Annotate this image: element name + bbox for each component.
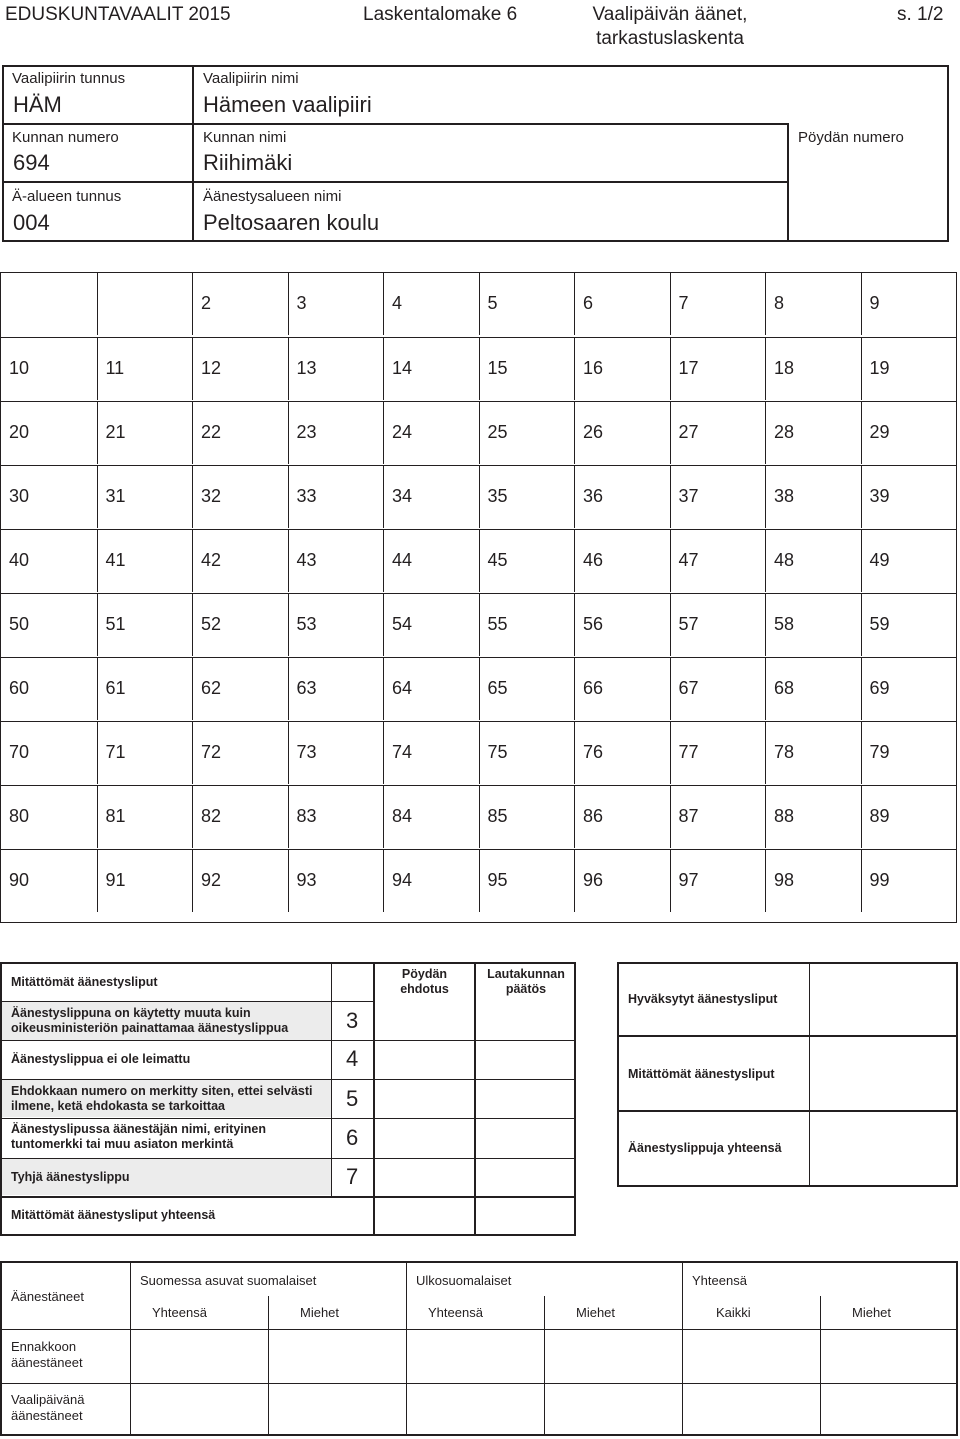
number-label: 46 [583, 550, 604, 570]
number-label: 98 [774, 870, 795, 890]
number-label: 90 [9, 870, 30, 890]
sub-domestic-men: Miehet [300, 1305, 340, 1320]
number-row [1, 273, 956, 337]
number-label: 75 [487, 742, 508, 762]
number-label: 45 [487, 550, 508, 570]
number-cell[interactable] [383, 786, 479, 848]
election-title: EDUSKUNTAVAALIT 2015 [5, 4, 231, 25]
number-label: 20 [9, 422, 30, 442]
number-label: 15 [487, 358, 508, 378]
number-cell[interactable] [1, 658, 97, 720]
number-cell[interactable] [861, 594, 957, 656]
number-cell[interactable] [574, 530, 670, 592]
sub-all-men: Miehet [852, 1305, 892, 1320]
number-label: 38 [774, 486, 795, 506]
number-cell[interactable] [765, 273, 861, 335]
voters-row-1 [0, 1329, 958, 1330]
row-line-5 [0, 1158, 576, 1159]
advance-voted-label: Ennakkoon äänestäneet [11, 1339, 83, 1370]
number-cell[interactable] [765, 722, 861, 784]
number-label: 82 [201, 806, 222, 826]
number-label: 62 [201, 678, 222, 698]
number-cell[interactable] [765, 530, 861, 592]
number-label: 71 [105, 742, 126, 762]
municipality-name: Riihimäki [203, 150, 293, 175]
number-label: 11 [105, 358, 125, 378]
invalid-code-4: 4 [346, 1046, 359, 1071]
number-cell[interactable] [479, 530, 575, 592]
number-cell[interactable] [670, 594, 766, 656]
number-label: 97 [678, 870, 699, 890]
number-label: 66 [583, 678, 604, 698]
number-cell[interactable] [97, 273, 193, 335]
number-label: 26 [583, 422, 604, 442]
number-label: 13 [296, 358, 317, 378]
number-cell[interactable] [383, 658, 479, 720]
page-number: s. 1/2 [897, 4, 944, 25]
number-cell[interactable] [574, 273, 670, 335]
number-cell[interactable] [97, 850, 193, 912]
number-cell[interactable] [97, 658, 193, 720]
number-cell[interactable] [861, 466, 957, 528]
number-cell[interactable] [670, 722, 766, 784]
number-cell[interactable] [670, 402, 766, 464]
number-label: 56 [583, 614, 604, 634]
number-cell[interactable] [288, 594, 384, 656]
number-cell[interactable] [574, 722, 670, 784]
number-cell[interactable] [383, 530, 479, 592]
number-label: 44 [392, 550, 413, 570]
number-row [1, 593, 956, 658]
number-cell[interactable] [861, 722, 957, 784]
number-cell[interactable] [765, 658, 861, 720]
number-cell[interactable] [97, 530, 193, 592]
number-cell[interactable] [765, 786, 861, 848]
number-cell[interactable] [192, 530, 288, 592]
number-label: 57 [678, 614, 699, 634]
number-cell[interactable] [479, 658, 575, 720]
number-label: 54 [392, 614, 413, 634]
row-line-2 [0, 1040, 576, 1041]
number-label: 18 [774, 358, 795, 378]
number-row [1, 849, 956, 914]
number-cell[interactable] [479, 786, 575, 848]
number-label: 28 [774, 422, 795, 442]
number-label: 77 [678, 742, 699, 762]
number-label: 95 [487, 870, 508, 890]
summary-invalid-label: Mitättömät äänestysliput [628, 1067, 775, 1081]
number-label: 50 [9, 614, 30, 634]
voters-col-0 [130, 1261, 131, 1436]
sub-all-total: Kaikki [716, 1305, 751, 1320]
number-cell[interactable] [97, 466, 193, 528]
group-total: Yhteensä [692, 1273, 747, 1288]
number-cell[interactable] [670, 530, 766, 592]
number-label: 51 [105, 614, 126, 634]
number-label: 68 [774, 678, 795, 698]
invalid-code-6: 6 [346, 1125, 359, 1150]
number-cell[interactable] [192, 338, 288, 400]
number-label: 16 [583, 358, 604, 378]
number-cell[interactable] [192, 722, 288, 784]
number-label: 34 [392, 486, 413, 506]
number-label: 53 [296, 614, 317, 634]
number-label: 86 [583, 806, 604, 826]
number-cell[interactable] [383, 722, 479, 784]
number-label: 61 [105, 678, 126, 698]
area-name-label: Äänestysalueen nimi [203, 188, 342, 205]
district-code-label: Vaalipiirin tunnus [12, 70, 126, 87]
candidate-number-grid [0, 272, 957, 923]
number-cell[interactable] [1, 402, 97, 464]
decision-col-left [474, 962, 476, 1236]
number-label: 72 [201, 742, 222, 762]
number-cell[interactable] [670, 850, 766, 912]
number-cell[interactable] [1, 466, 97, 528]
number-cell[interactable] [1, 722, 97, 784]
number-label: 63 [296, 678, 317, 698]
number-label: 40 [9, 550, 30, 570]
number-cell[interactable] [479, 850, 575, 912]
voters-sub-col-3 [820, 1296, 821, 1436]
number-label: 30 [9, 486, 30, 506]
number-cell[interactable] [383, 273, 479, 335]
number-cell[interactable] [574, 466, 670, 528]
number-row [1, 785, 956, 850]
number-cell[interactable] [288, 338, 384, 400]
number-cell[interactable] [479, 466, 575, 528]
number-label: 21 [105, 422, 126, 442]
invalid-reason-3: Äänestyslippuna on käytetty muuta kuin oikeusministeriön painattamaa äänestyslippua [11, 1006, 289, 1035]
number-label: 73 [296, 742, 317, 762]
number-cell[interactable] [1, 273, 97, 335]
group-domestic: Suomessa asuvat suomalaiset [140, 1273, 317, 1288]
district-code: HÄM [13, 92, 62, 117]
number-label: 76 [583, 742, 604, 762]
table-number-divider [787, 123, 789, 240]
number-cell[interactable] [765, 338, 861, 400]
number-label: 92 [201, 870, 222, 890]
number-label: 32 [201, 486, 222, 506]
number-cell[interactable] [288, 850, 384, 912]
number-label: 84 [392, 806, 413, 826]
number-label: 35 [487, 486, 508, 506]
number-cell[interactable] [861, 402, 957, 464]
number-label: 27 [678, 422, 699, 442]
number-label: 91 [105, 870, 126, 890]
table-number-field[interactable] [790, 150, 944, 236]
number-cell[interactable] [1, 850, 97, 912]
number-label: 93 [296, 870, 317, 890]
number-cell[interactable] [861, 786, 957, 848]
number-row [1, 529, 956, 594]
voters-sub-col-2 [544, 1296, 545, 1436]
summary-col-divider [809, 962, 810, 1187]
table-proposal-header: Pöydän ehdotus [400, 967, 449, 996]
number-row [1, 465, 956, 530]
number-label: 25 [487, 422, 508, 442]
group-abroad: Ulkosuomalaiset [416, 1273, 512, 1288]
municipality-name-label: Kunnan nimi [203, 129, 287, 146]
number-cell[interactable] [1, 530, 97, 592]
number-label: 9 [869, 293, 880, 313]
number-label: 39 [869, 486, 890, 506]
number-cell[interactable] [574, 850, 670, 912]
number-label: 67 [678, 678, 699, 698]
number-cell[interactable] [861, 338, 957, 400]
municipality-number: 694 [13, 150, 50, 175]
number-cell[interactable] [192, 594, 288, 656]
number-label: 69 [869, 678, 890, 698]
number-label: 37 [678, 486, 699, 506]
number-label: 22 [201, 422, 222, 442]
number-label: 96 [583, 870, 604, 890]
form-subject [565, 3, 775, 51]
number-cell[interactable] [670, 273, 766, 335]
number-label: 64 [392, 678, 413, 698]
invalid-total-label: Mitättömät äänestysliput yhteensä [11, 1208, 216, 1222]
number-label: 47 [678, 550, 699, 570]
number-cell[interactable] [288, 786, 384, 848]
form-name: Laskentalomake 6 [363, 4, 518, 25]
number-cell[interactable] [861, 273, 957, 335]
number-cell[interactable] [288, 530, 384, 592]
voters-row-2 [0, 1383, 958, 1384]
number-label: 49 [869, 550, 890, 570]
number-label: 7 [678, 293, 689, 313]
invalid-code-5: 5 [346, 1086, 359, 1111]
area-code: 004 [13, 210, 50, 235]
number-cell[interactable] [574, 402, 670, 464]
number-label: 58 [774, 614, 795, 634]
number-label: 99 [869, 870, 890, 890]
invalid-heading: Mitättömät äänestysliput [11, 975, 158, 989]
sub-abroad-men: Miehet [576, 1305, 616, 1320]
number-label: 81 [105, 806, 126, 826]
number-cell[interactable] [1, 594, 97, 656]
number-cell[interactable] [383, 402, 479, 464]
header-divider-2 [2, 181, 788, 183]
number-cell[interactable] [479, 273, 575, 335]
area-code-label: Ä-alueen tunnus [12, 188, 122, 205]
number-label: 36 [583, 486, 604, 506]
number-cell[interactable] [1, 786, 97, 848]
number-label: 2 [201, 293, 212, 313]
number-cell[interactable] [192, 658, 288, 720]
number-cell[interactable] [479, 594, 575, 656]
number-cell[interactable] [383, 466, 479, 528]
number-label: 88 [774, 806, 795, 826]
number-cell[interactable] [192, 466, 288, 528]
number-cell[interactable] [383, 850, 479, 912]
invalid-reason-4: Äänestyslippua ei ole leimattu [11, 1052, 191, 1066]
number-cell[interactable] [288, 273, 384, 335]
number-cell[interactable] [574, 658, 670, 720]
number-label: 65 [487, 678, 508, 698]
number-cell[interactable] [861, 850, 957, 912]
number-label: 19 [869, 358, 890, 378]
number-cell[interactable] [97, 594, 193, 656]
municipality-number-label: Kunnan numero [12, 129, 119, 146]
number-label: 43 [296, 550, 317, 570]
number-row [1, 721, 956, 786]
number-label: 79 [869, 742, 890, 762]
number-label: 42 [201, 550, 222, 570]
number-cell[interactable] [288, 402, 384, 464]
number-row [1, 401, 956, 466]
accepted-ballots-label: Hyväksytyt äänestysliput [628, 992, 778, 1006]
number-cell[interactable] [861, 658, 957, 720]
number-cell[interactable] [192, 850, 288, 912]
header-column-divider [192, 65, 194, 240]
row-line-1 [0, 1001, 374, 1002]
number-cell[interactable] [479, 722, 575, 784]
electionday-voted-label: Vaalipäivänä äänestäneet [11, 1392, 85, 1423]
num-col-left [331, 962, 332, 1196]
number-row [1, 657, 956, 722]
district-name-label: Vaalipiirin nimi [203, 70, 299, 87]
number-label: 70 [9, 742, 30, 762]
number-cell[interactable] [861, 530, 957, 592]
number-cell[interactable] [670, 466, 766, 528]
number-label: 8 [774, 293, 785, 313]
number-label: 94 [392, 870, 413, 890]
number-label: 6 [583, 293, 594, 313]
ballots-total-label: Äänestyslippuja yhteensä [628, 1141, 782, 1155]
number-cell[interactable] [192, 786, 288, 848]
number-label: 85 [487, 806, 508, 826]
form-subject-line2: tarkastuslaskenta [596, 28, 744, 49]
number-label: 89 [869, 806, 890, 826]
number-label: 48 [774, 550, 795, 570]
area-name: Peltosaaren koulu [203, 210, 380, 235]
number-cell[interactable] [288, 466, 384, 528]
invalid-reason-5: Ehdokkaan numero on merkitty siten, ettei selvästi ilmene, ketä ehdokasta se tarkoittaa [11, 1084, 313, 1113]
summary-line-1 [617, 1035, 958, 1037]
number-cell[interactable] [1, 338, 97, 400]
number-label: 31 [105, 486, 126, 506]
number-cell[interactable] [192, 273, 288, 335]
voters-sub-col-1 [268, 1296, 269, 1436]
table-number-label: Pöydän numero [798, 129, 904, 146]
number-label: 55 [487, 614, 508, 634]
number-cell[interactable] [192, 402, 288, 464]
number-label: 59 [869, 614, 890, 634]
summary-line-2 [617, 1110, 958, 1112]
invalid-reason-6: Äänestyslipussa äänestäjän nimi, erityinen tuntomerkki tai muu asiaton merkintä [11, 1122, 266, 1151]
number-row [1, 337, 956, 402]
number-label: 29 [869, 422, 890, 442]
number-cell[interactable] [765, 466, 861, 528]
district-name: Hämeen vaalipiiri [203, 92, 372, 117]
number-cell[interactable] [383, 594, 479, 656]
voted-label: Äänestäneet [11, 1289, 85, 1304]
invalid-code-3: 3 [346, 1008, 359, 1033]
proposal-col-left [373, 962, 375, 1236]
number-label: 83 [296, 806, 317, 826]
number-cell[interactable] [479, 338, 575, 400]
number-label: 74 [392, 742, 413, 762]
number-cell[interactable] [765, 594, 861, 656]
number-cell[interactable] [574, 594, 670, 656]
number-label: 23 [296, 422, 317, 442]
number-label: 5 [487, 293, 498, 313]
number-label: 12 [201, 358, 222, 378]
sub-abroad-total: Yhteensä [428, 1305, 483, 1320]
voters-col-1 [406, 1261, 407, 1436]
number-label: 87 [678, 806, 699, 826]
voters-col-2 [682, 1261, 683, 1436]
number-label: 78 [774, 742, 795, 762]
form-subject-line1: Vaalipäivän äänet, [592, 4, 748, 25]
number-cell[interactable] [97, 722, 193, 784]
number-label: 24 [392, 422, 413, 442]
number-label: 14 [392, 358, 413, 378]
invalid-reason-7: Tyhjä äänestyslippu [11, 1170, 130, 1184]
number-cell[interactable] [383, 338, 479, 400]
number-label: 41 [105, 550, 126, 570]
number-cell[interactable] [288, 722, 384, 784]
number-label: 10 [9, 358, 30, 378]
row-line-4 [0, 1118, 576, 1119]
number-cell[interactable] [670, 786, 766, 848]
number-cell[interactable] [288, 658, 384, 720]
number-label: 4 [392, 293, 403, 313]
sub-domestic-total: Yhteensä [152, 1305, 207, 1320]
number-label: 17 [678, 358, 699, 378]
number-cell[interactable] [670, 658, 766, 720]
number-cell[interactable] [765, 402, 861, 464]
number-cell[interactable] [97, 338, 193, 400]
number-label: 33 [296, 486, 317, 506]
header-divider-1 [2, 123, 788, 125]
row-line-3 [0, 1079, 576, 1080]
number-label: 3 [296, 293, 307, 313]
number-cell[interactable] [574, 338, 670, 400]
invalid-code-7: 7 [346, 1164, 359, 1189]
number-label: 80 [9, 806, 30, 826]
number-cell[interactable] [97, 402, 193, 464]
total-line [0, 1196, 576, 1198]
number-label: 60 [9, 678, 30, 698]
number-cell[interactable] [97, 786, 193, 848]
number-label: 52 [201, 614, 222, 634]
number-cell[interactable] [670, 338, 766, 400]
number-cell[interactable] [479, 402, 575, 464]
number-cell[interactable] [574, 786, 670, 848]
board-decision-header: Lautakunnan päätös [487, 967, 565, 996]
number-cell[interactable] [765, 850, 861, 912]
